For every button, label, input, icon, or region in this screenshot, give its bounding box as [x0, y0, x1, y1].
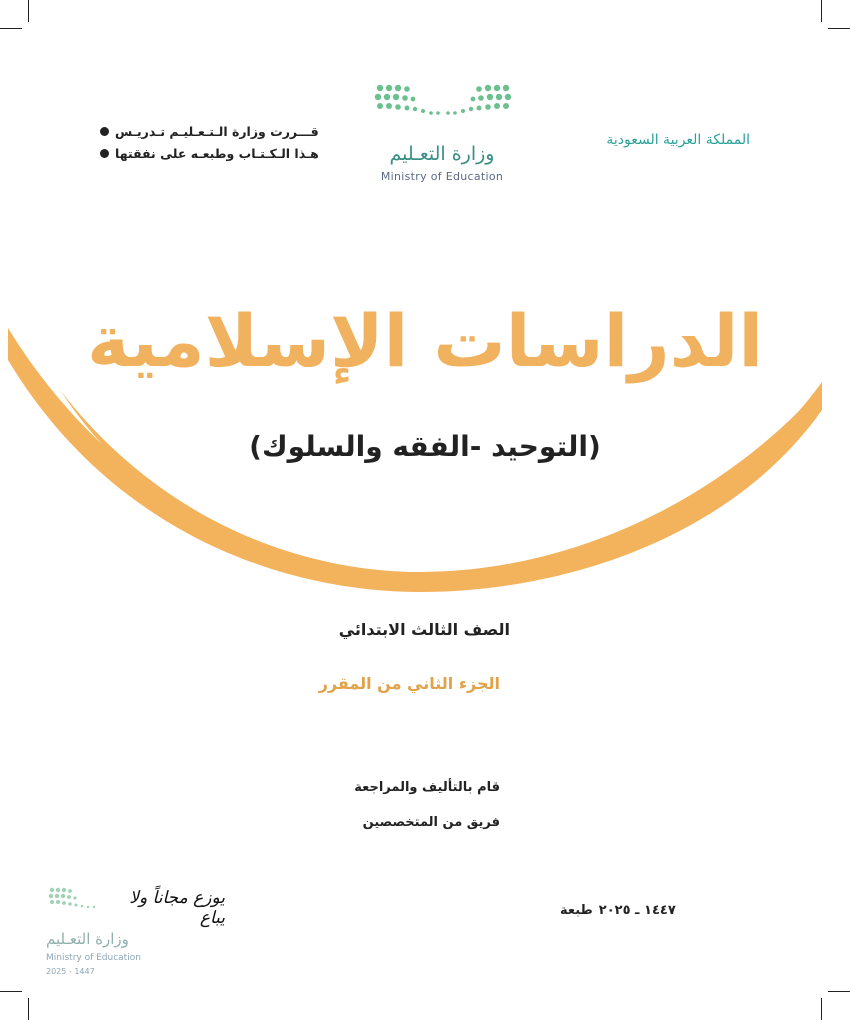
footer-ministry-arabic: وزارة التعـليم — [46, 930, 129, 948]
crop-mark — [0, 991, 22, 992]
course-part: الجزء الثاني من المقرر — [318, 674, 500, 693]
footer-years: 2025 - 1447 — [46, 967, 95, 976]
ministry-name-arabic: وزارة التعـليم — [389, 143, 495, 165]
book-title: الدراسات الإسلامية — [86, 299, 764, 383]
grade-level: الصف الثالث الابتدائي — [338, 620, 510, 639]
authored-by: قام بالتأليف والمراجعة — [354, 780, 500, 795]
approval-line-text: هـذا الـكـتـاب وطبعـه على نفقتها — [115, 146, 319, 161]
approval-line — [100, 146, 325, 161]
author-team: فريق من المتخصصين — [362, 815, 500, 830]
free-distribution-note: يوزع مجاناً ولا يباع — [129, 888, 225, 928]
footer-ministry-english: Ministry of Education — [46, 953, 141, 963]
book-subtitle: (التوحيد -الفقه والسلوك) — [249, 430, 601, 463]
crop-mark — [828, 28, 850, 29]
bullet-icon — [100, 149, 109, 158]
crop-mark — [28, 998, 29, 1020]
crop-mark — [821, 0, 822, 22]
kingdom-name: المملكة العربية السعودية — [606, 132, 750, 148]
crop-mark — [821, 998, 822, 1020]
crop-mark — [828, 991, 850, 992]
crop-mark — [28, 0, 29, 22]
approval-note — [100, 124, 325, 168]
ministry-name-english: Ministry of Education — [380, 170, 504, 183]
edition-info — [560, 903, 770, 918]
approval-line-text: قـــررت وزارة الـتـعـليـم تـدريـس — [115, 124, 319, 139]
approval-line — [100, 124, 325, 139]
crop-mark — [0, 28, 22, 29]
bullet-icon — [100, 127, 109, 136]
edition-label: طبعة — [560, 903, 593, 918]
edition-years: ١٤٤٧ ـ ٢٠٢٥ — [598, 903, 676, 918]
